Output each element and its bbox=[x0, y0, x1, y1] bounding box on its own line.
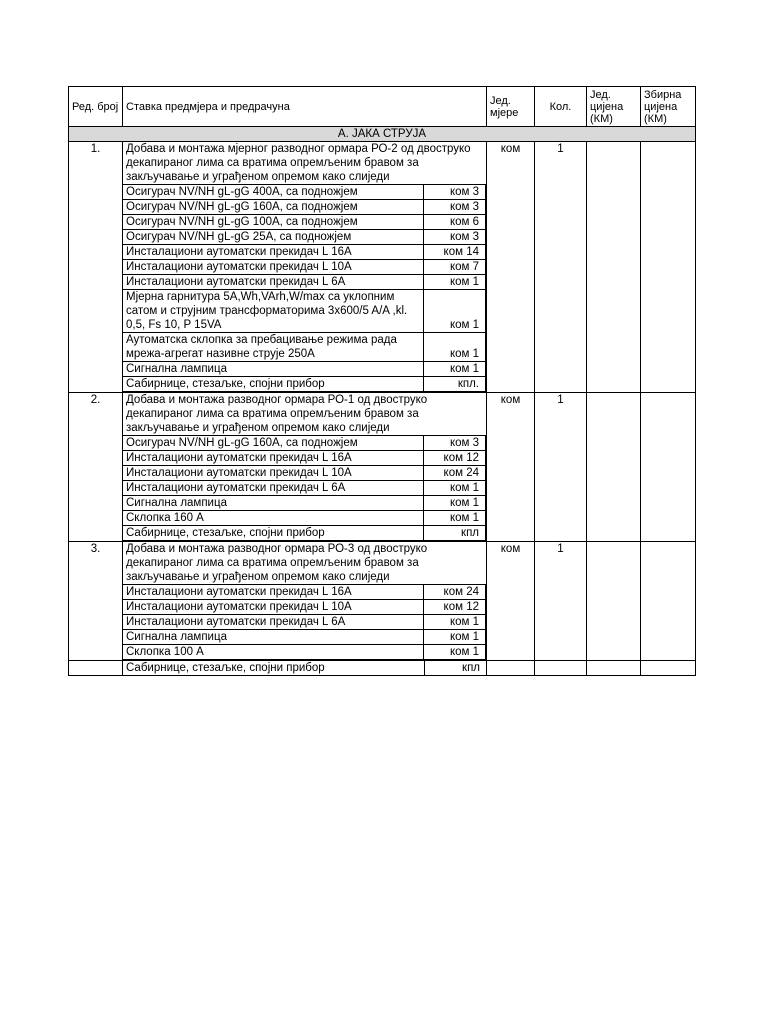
component-row bbox=[123, 496, 486, 511]
item-number: 1. bbox=[69, 142, 123, 393]
trailing-unit-price bbox=[587, 661, 641, 676]
component-row bbox=[123, 377, 486, 392]
component-row bbox=[123, 362, 486, 377]
trailing-total bbox=[641, 661, 696, 676]
component-name: Осигурач NV/NH gL-gG 160A, са подножјем bbox=[123, 200, 424, 215]
item-row bbox=[69, 542, 696, 661]
header-item: Ставка предмјера и предрачуна bbox=[123, 87, 487, 127]
component-row bbox=[123, 511, 486, 526]
item-description: Добава и монтажа разводног ормара РО-3 од двоструко декапираног лима са вратима опремљеним бравом за закључавање и уграђеном опремом како слиједи bbox=[126, 543, 428, 583]
header-total: Збирна цијена (КМ) bbox=[641, 87, 696, 127]
component-name: Склопка 100 A bbox=[123, 645, 424, 660]
component-name: Инсталациони аутоматски прекидач L 6A bbox=[123, 275, 424, 290]
component-quantity: ком 7 bbox=[424, 260, 486, 275]
component-list bbox=[123, 184, 486, 392]
component-quantity: ком 12 bbox=[424, 451, 486, 466]
component-row bbox=[123, 661, 486, 675]
component-quantity: ком 1 bbox=[424, 362, 486, 377]
item-total bbox=[641, 542, 696, 661]
component-quantity: ком 1 bbox=[424, 290, 486, 333]
component-name: Осигурач NV/NH gL-gG 100A, са подножјем bbox=[123, 215, 424, 230]
component-name: Инсталациони аутоматски прекидач L 16A bbox=[123, 245, 424, 260]
header-unit: Јед. мјере bbox=[487, 87, 535, 127]
component-row bbox=[123, 275, 486, 290]
component-name: Сабирнице, стезаљке, спојни прибор bbox=[126, 662, 325, 674]
component-name: Сигнална лампица bbox=[123, 362, 424, 377]
item-unit-price bbox=[587, 142, 641, 393]
section-row bbox=[69, 127, 696, 142]
component-name: Инсталациони аутоматски прекидач L 10A bbox=[123, 600, 424, 615]
component-quantity: ком 1 bbox=[424, 496, 486, 511]
component-name: Инсталациони аутоматски прекидач L 6A bbox=[123, 615, 424, 630]
component-name: Инсталациони аутоматски прекидач L 16A bbox=[123, 585, 424, 600]
component-row bbox=[123, 645, 486, 660]
component-quantity: ком 3 bbox=[424, 436, 486, 451]
component-name: Осигурач NV/NH gL-gG 25A, са подножјем bbox=[123, 230, 424, 245]
component-name: Сабирнице, стезаљке, спојни прибор bbox=[123, 377, 424, 392]
trailing-list bbox=[123, 661, 486, 675]
component-row bbox=[123, 260, 486, 275]
bill-of-quantities-table bbox=[68, 86, 696, 676]
component-name: Инсталациони аутоматски прекидач L 6A bbox=[123, 481, 424, 496]
component-row bbox=[123, 630, 486, 645]
component-list bbox=[123, 435, 486, 541]
component-row bbox=[123, 436, 486, 451]
component-name: Мјерна гарнитура 5A,Wh,VArh,W/max са уклопним сатом и струјним трансформаторима 3x600/5 A/A ,kl. 0,5, Fs 10, P 15VA bbox=[123, 290, 424, 333]
component-quantity: ком 6 bbox=[424, 215, 486, 230]
component-quantity: ком 12 bbox=[424, 600, 486, 615]
trailing-number bbox=[69, 661, 123, 676]
item-qty: 1 bbox=[535, 142, 587, 393]
component-name: Инсталациони аутоматски прекидач L 16A bbox=[123, 451, 424, 466]
component-quantity: ком 3 bbox=[424, 230, 486, 245]
component-quantity: ком 1 bbox=[424, 481, 486, 496]
component-quantity: кпл bbox=[425, 661, 487, 675]
component-quantity: кпл. bbox=[424, 377, 486, 392]
header-qty: Кол. bbox=[535, 87, 587, 127]
component-row bbox=[123, 466, 486, 481]
component-row bbox=[123, 585, 486, 600]
item-unit: ком bbox=[487, 142, 535, 393]
component-name: Склопка 160 A bbox=[123, 511, 424, 526]
item-unit: ком bbox=[487, 393, 535, 542]
section-title: А. ЈАКА СТРУЈА bbox=[69, 127, 696, 142]
component-quantity: ком 1 bbox=[424, 645, 486, 660]
component-quantity: ком 3 bbox=[424, 185, 486, 200]
component-row bbox=[123, 600, 486, 615]
item-unit-price bbox=[587, 393, 641, 542]
component-row bbox=[123, 451, 486, 466]
item-description-cell bbox=[123, 542, 487, 661]
component-row bbox=[123, 185, 486, 200]
item-description: Добава и монтажа разводног ормара РО-1 од двоструко декапираног лима са вратима опремљеним бравом за закључавање и уграђеном опремом како слиједи bbox=[126, 394, 428, 434]
trailing-qty bbox=[535, 661, 587, 676]
header-no: Ред. број bbox=[69, 87, 123, 127]
trailing-row bbox=[69, 661, 696, 676]
item-description: Добава и монтажа мјерног разводног ормара РО-2 од двоструко декапираног лима са вратима опремљеним бравом за закључавање и уграђеном опремом како слиједи bbox=[126, 143, 471, 183]
component-list bbox=[123, 584, 486, 660]
component-quantity: ком 1 bbox=[424, 630, 486, 645]
component-quantity: ком 3 bbox=[424, 200, 486, 215]
item-qty: 1 bbox=[535, 393, 587, 542]
component-row bbox=[123, 230, 486, 245]
component-quantity: кпл bbox=[424, 526, 486, 541]
component-name: Осигурач NV/NH gL-gG 160A, са подножјем bbox=[123, 436, 424, 451]
item-description-cell bbox=[123, 142, 487, 393]
trailing-description-cell bbox=[123, 661, 487, 676]
component-row bbox=[123, 200, 486, 215]
component-row bbox=[123, 615, 486, 630]
component-name: Аутоматска склопка за пребацивање режима рада мрежа-агрегат називне струје 250A bbox=[123, 333, 424, 362]
component-name: Сигнална лампица bbox=[123, 496, 424, 511]
component-quantity: ком 1 bbox=[424, 275, 486, 290]
item-qty: 1 bbox=[535, 542, 587, 661]
item-number: 3. bbox=[69, 542, 123, 661]
component-quantity: ком 1 bbox=[424, 511, 486, 526]
component-name: Инсталациони аутоматски прекидач L 10A bbox=[123, 466, 424, 481]
component-quantity: ком 1 bbox=[424, 333, 486, 362]
component-quantity: ком 24 bbox=[424, 585, 486, 600]
component-quantity: ком 24 bbox=[424, 466, 486, 481]
component-name: Осигурач NV/NH gL-gG 400A, са подножјем bbox=[123, 185, 424, 200]
item-row bbox=[69, 142, 696, 393]
item-total bbox=[641, 393, 696, 542]
component-name: Инсталациони аутоматски прекидач L 10A bbox=[123, 260, 424, 275]
component-quantity: ком 1 bbox=[424, 615, 486, 630]
component-row bbox=[123, 215, 486, 230]
item-number: 2. bbox=[69, 393, 123, 542]
component-row bbox=[123, 290, 486, 333]
component-name: Сабирнице, стезаљке, спојни прибор bbox=[123, 526, 424, 541]
item-row bbox=[69, 393, 696, 542]
component-row bbox=[123, 526, 486, 541]
item-total bbox=[641, 142, 696, 393]
trailing-unit bbox=[487, 661, 535, 676]
item-unit-price bbox=[587, 542, 641, 661]
component-quantity: ком 14 bbox=[424, 245, 486, 260]
component-name: Сигнална лампица bbox=[123, 630, 424, 645]
header-row bbox=[69, 87, 696, 127]
header-unit-price: Јед. цијена (КМ) bbox=[587, 87, 641, 127]
component-row bbox=[123, 245, 486, 260]
component-row bbox=[123, 333, 486, 362]
component-row bbox=[123, 481, 486, 496]
item-unit: ком bbox=[487, 542, 535, 661]
item-description-cell bbox=[123, 393, 487, 542]
